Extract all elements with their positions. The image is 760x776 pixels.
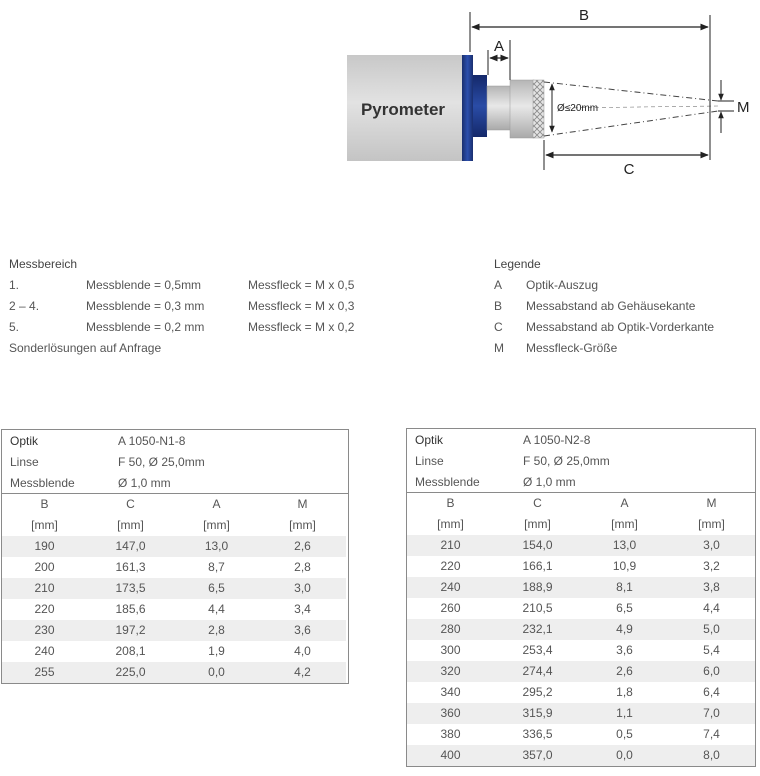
table-cell: 0,5 <box>616 727 633 741</box>
table-cell: 6,0 <box>668 661 755 682</box>
dim-b-label: B <box>578 7 590 24</box>
flange-neck <box>473 75 487 137</box>
table-cell: 8,0 <box>668 745 755 766</box>
table-cell: 2,6 <box>581 661 668 682</box>
meta-key: Linse <box>10 455 39 469</box>
table-cell: 3,4 <box>294 602 311 616</box>
table-cell: 6,5 <box>616 601 633 615</box>
column-header: B <box>446 496 455 510</box>
table-cell: 340 <box>440 685 461 699</box>
table-cell: 147,0 <box>87 536 174 557</box>
table-cell: 6,4 <box>703 685 720 699</box>
table-cell: 4,4 <box>703 601 720 615</box>
table-cell: 3,0 <box>668 535 755 556</box>
dim-c-label: C <box>623 161 635 178</box>
table-cell: 208,1 <box>115 644 146 658</box>
pyrometer-diagram <box>0 0 760 200</box>
table-cell: 336,5 <box>522 727 553 741</box>
table-cell: 240 <box>407 577 494 598</box>
table-cell: 2,8 <box>294 560 311 574</box>
knurled-ring <box>533 80 544 138</box>
table-cell: 4,0 <box>294 644 311 658</box>
table-meta-row <box>2 430 348 451</box>
table-cell: 315,9 <box>494 703 581 724</box>
table-cell: 154,0 <box>494 535 581 556</box>
table-cell: 13,0 <box>174 536 259 557</box>
table-cell: 280 <box>407 619 494 640</box>
meta-value: A 1050-N2-8 <box>523 433 591 447</box>
table-cell: 3,0 <box>259 578 346 599</box>
table-cell: 3,2 <box>703 559 720 573</box>
column-header: A <box>620 496 629 510</box>
table-cell: 220 <box>34 602 55 616</box>
table-cell: 6,5 <box>174 578 259 599</box>
table-cell: 7,0 <box>668 703 755 724</box>
messbereich-note: Sonderlösungen auf Anfrage <box>9 341 162 355</box>
messbereich-blende: Messblende = 0,3 mm <box>86 299 205 313</box>
table-cell: 210,5 <box>522 601 553 615</box>
table-cell: 295,2 <box>522 685 553 699</box>
column-header: C <box>126 497 135 511</box>
messbereich-fleck: Messfleck = M x 0,5 <box>248 278 355 292</box>
column-unit: [mm] <box>524 517 551 531</box>
legende-text: Messabstand ab Optik-Vorderkante <box>526 320 715 334</box>
table-meta-row <box>407 450 755 471</box>
table-cell: 7,4 <box>703 727 720 741</box>
table-cell: 300 <box>440 643 461 657</box>
table-cell: 0,0 <box>174 662 259 683</box>
dim-m-label: M <box>737 99 750 116</box>
optic-tube <box>487 86 511 130</box>
table-cell: 5,4 <box>703 643 720 657</box>
column-header: C <box>533 496 542 510</box>
table-cell: 320 <box>407 661 494 682</box>
meta-key: Messblende <box>10 476 75 490</box>
table-cell: 190 <box>2 536 87 557</box>
messbereich-blende: Messblende = 0,2 mm <box>86 320 205 334</box>
meta-key: Messblende <box>415 475 480 489</box>
table-cell: 197,2 <box>87 620 174 641</box>
optic-head <box>510 80 534 138</box>
messbereich-fleck: Messfleck = M x 0,2 <box>248 320 355 334</box>
messbereich-nr: 2 – 4. <box>9 299 40 313</box>
table-cell: 4,4 <box>208 602 225 616</box>
table-cell: 210 <box>407 535 494 556</box>
legende-key: C <box>494 320 503 334</box>
column-header: A <box>212 497 221 511</box>
table-cell: 188,9 <box>494 577 581 598</box>
table-cell: 2,6 <box>259 536 346 557</box>
table-cell: 400 <box>407 745 494 766</box>
column-header: B <box>40 497 49 511</box>
table-cell: 3,6 <box>616 643 633 657</box>
dim-a-label: A <box>493 38 505 55</box>
table-cell: 255 <box>2 662 87 683</box>
table-cell: 8,7 <box>208 560 225 574</box>
table-cell: 260 <box>440 601 461 615</box>
column-unit: [mm] <box>611 517 638 531</box>
table-cell: 166,1 <box>522 559 553 573</box>
column-header: M <box>297 497 308 511</box>
table-cell: 1,8 <box>616 685 633 699</box>
table-cell: 10,9 <box>612 559 637 573</box>
meta-value: F 50, Ø 25,0mm <box>118 455 205 469</box>
meta-key: Optik <box>10 434 39 448</box>
column-header: M <box>706 496 717 510</box>
legende-text: Messabstand ab Gehäusekante <box>526 299 696 313</box>
column-unit: [mm] <box>698 517 725 531</box>
messbereich-blende: Messblende = 0,5mm <box>86 278 202 292</box>
meta-value: A 1050-N1-8 <box>118 434 186 448</box>
table-cell: 230 <box>2 620 87 641</box>
meta-key: Optik <box>415 433 444 447</box>
table-cell: 274,4 <box>494 661 581 682</box>
table-grid <box>2 493 348 683</box>
legende-key: B <box>494 299 503 313</box>
meta-value: Ø 1,0 mm <box>523 475 576 489</box>
beam-lower <box>544 111 718 136</box>
table-cell: 185,6 <box>115 602 146 616</box>
legende-key: A <box>494 278 503 292</box>
table-meta-row <box>407 429 755 450</box>
optik-table-n2 <box>406 428 756 767</box>
meta-key: Linse <box>415 454 444 468</box>
table-cell: 240 <box>34 644 55 658</box>
table-cell: 1,9 <box>208 644 225 658</box>
optik-table-n1 <box>1 429 349 684</box>
beam-upper <box>544 82 718 101</box>
column-unit: [mm] <box>437 517 464 531</box>
table-cell: 4,2 <box>259 662 346 683</box>
table-cell: 210 <box>2 578 87 599</box>
flange <box>462 55 473 161</box>
meta-value: Ø 1,0 mm <box>118 476 171 490</box>
table-cell: 5,0 <box>668 619 755 640</box>
legende-text: Optik-Auszug <box>526 278 599 292</box>
messbereich-title: Messbereich <box>9 257 78 271</box>
table-cell: 3,8 <box>668 577 755 598</box>
column-unit: [mm] <box>117 518 144 532</box>
table-grid <box>407 492 755 766</box>
table-meta-row <box>2 451 348 472</box>
table-cell: 380 <box>440 727 461 741</box>
table-cell: 173,5 <box>87 578 174 599</box>
table-cell: 357,0 <box>494 745 581 766</box>
pyrometer-label: Pyrometer <box>360 100 446 119</box>
table-cell: 0,0 <box>581 745 668 766</box>
meta-value: F 50, Ø 25,0mm <box>523 454 610 468</box>
messbereich-nr: 5. <box>9 320 20 334</box>
legende-text: Messfleck-Größe <box>526 341 618 355</box>
messbereich-nr: 1. <box>9 278 20 292</box>
column-unit: [mm] <box>31 518 58 532</box>
table-cell: 8,1 <box>581 577 668 598</box>
table-cell: 161,3 <box>115 560 146 574</box>
table-cell: 360 <box>407 703 494 724</box>
table-cell: 200 <box>34 560 55 574</box>
column-unit: [mm] <box>289 518 316 532</box>
table-cell: 253,4 <box>522 643 553 657</box>
table-cell: 3,6 <box>259 620 346 641</box>
table-cell: 13,0 <box>581 535 668 556</box>
table-meta-row <box>407 471 755 492</box>
column-unit: [mm] <box>203 518 230 532</box>
table-cell: 220 <box>440 559 461 573</box>
messbereich-fleck: Messfleck = M x 0,3 <box>248 299 355 313</box>
table-meta-row <box>2 472 348 493</box>
legende-key: M <box>494 341 504 355</box>
table-cell: 4,9 <box>581 619 668 640</box>
legende-title: Legende <box>494 257 541 271</box>
table-cell: 225,0 <box>87 662 174 683</box>
table-cell: 1,1 <box>581 703 668 724</box>
aperture-label: Ø≤20mm <box>557 103 599 114</box>
table-cell: 232,1 <box>494 619 581 640</box>
table-cell: 2,8 <box>174 620 259 641</box>
